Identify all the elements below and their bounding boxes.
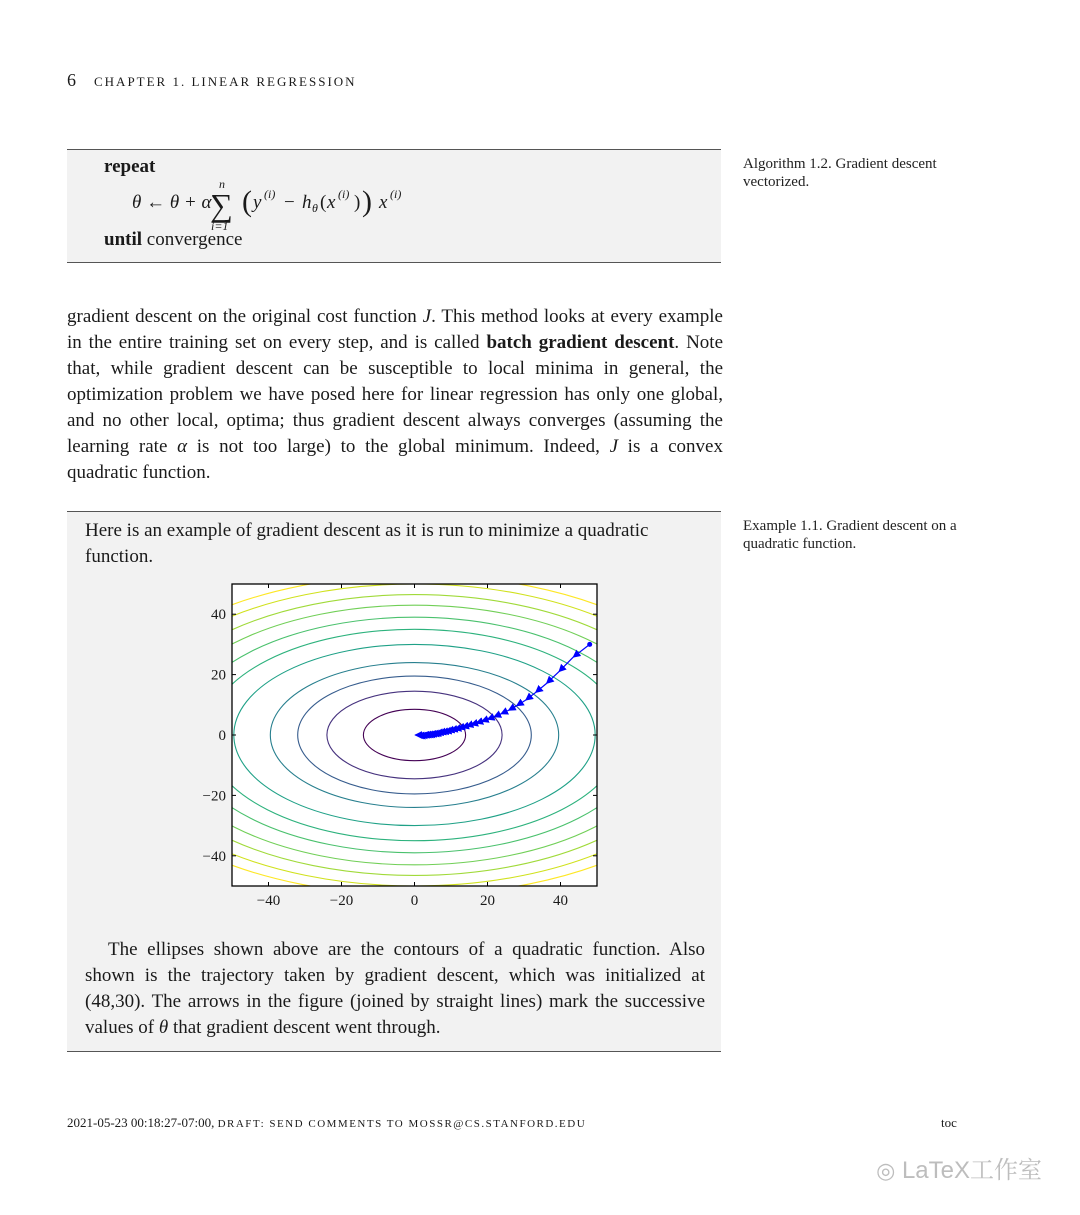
svg-text:x: x <box>327 192 336 213</box>
toc-link[interactable]: toc <box>941 1115 957 1130</box>
footer-timestamp: 2021-05-23 00:18:27-07:00, <box>67 1115 218 1130</box>
trajectory-step-22 <box>439 733 442 734</box>
body-text-4: is not too large) to the global minimum. Indeed, <box>187 436 610 457</box>
x-tick-label: −20 <box>329 893 354 909</box>
footer-left <box>67 1115 586 1131</box>
chapter-title: CHAPTER 1. LINEAR REGRESSION <box>94 74 357 89</box>
body-text-5: is a convex quadratic function. <box>67 436 723 483</box>
example-outro <box>85 937 705 1041</box>
svg-text:θ: θ <box>312 201 318 215</box>
math-J: J <box>422 306 432 327</box>
x-tick-label: 0 <box>410 893 419 909</box>
svg-text:i=1: i=1 <box>211 219 229 233</box>
svg-text:(i): (i) <box>338 187 350 201</box>
bold-term: batch gradient descent <box>486 332 675 353</box>
y-tick-label: 20 <box>211 667 226 684</box>
svg-text:): ) <box>362 185 372 218</box>
y-tick-label: −20 <box>202 788 226 805</box>
body-text-3: . Note that, while gradient descent can be susceptible to local minima in general, the optimization problem we have posed here for linear regression has only one global, and no other local, optima; thus gradient descent always converges (assuming the learning rate <box>67 332 723 457</box>
trajectory-step-23 <box>436 733 439 734</box>
watermark-text: LaTeX工作室 <box>901 1157 1042 1184</box>
body-text-2: . This method looks at every example in the entire training set on every step, and is called <box>67 306 723 353</box>
repeat-keyword: repeat <box>104 156 156 177</box>
example-box <box>67 511 721 1052</box>
contour-chart <box>197 582 607 912</box>
svg-text:): ) <box>354 192 361 213</box>
svg-text:n: n <box>219 177 225 191</box>
svg-text:(i): (i) <box>264 187 276 201</box>
svg-text:(i): (i) <box>390 187 402 201</box>
x-tick-label: −40 <box>256 893 281 909</box>
svg-text:θ ← θ + α: θ ← θ + α <box>132 192 212 213</box>
wechat-icon: ◎ <box>876 1158 896 1183</box>
svg-text:∑: ∑ <box>210 187 233 223</box>
svg-text:x: x <box>379 192 388 213</box>
y-tick-label: 0 <box>218 728 226 744</box>
example-caption: Example 1.1. Gradient descent on a quadratic function. <box>743 518 957 552</box>
x-tick-label: 40 <box>553 893 568 909</box>
y-tick-label: 40 <box>211 607 226 624</box>
svg-text:−: − <box>284 192 295 213</box>
footer-draft-note: DRAFT: SEND COMMENTS TO MOSSR@CS.STANFORD.EDU <box>217 1118 587 1130</box>
math-alpha: α <box>177 436 188 457</box>
trajectory-step-21 <box>442 732 445 733</box>
body-paragraph <box>67 304 723 486</box>
math-theta: θ <box>158 1017 169 1038</box>
trajectory-step-20 <box>444 731 447 732</box>
page-number: 6 <box>67 70 76 90</box>
svg-text:(: ( <box>242 185 252 218</box>
example-intro: Here is an example of gradient descent as it is run to minimize a quadratic function. <box>85 520 649 567</box>
svg-text:y: y <box>253 192 262 213</box>
y-tick-label: −40 <box>202 848 226 865</box>
running-header <box>67 70 357 91</box>
algorithm-box <box>67 149 721 263</box>
svg-text:(: ( <box>320 192 327 213</box>
until-keyword: until <box>104 229 143 250</box>
until-line <box>104 229 242 251</box>
x-tick-label: 20 <box>480 893 495 909</box>
math-J-2: J <box>609 436 618 457</box>
convergence-text: convergence <box>146 229 243 250</box>
update-equation <box>127 176 427 234</box>
watermark <box>876 1150 1042 1185</box>
outro-text-1: The ellipses shown above are the contours of a quadratic function. Also shown is the trajectory taken by gradient descent, which was initialized at (48,30). The arrows in the figure (joined by straight lines) mark the successive values of <box>85 939 705 1038</box>
svg-text:h: h <box>302 192 312 213</box>
algorithm-caption: Algorithm 1.2. Gradient descent vectorized. <box>743 156 937 190</box>
outro-text-2: that gradient descent went through. <box>168 1017 441 1038</box>
body-text-1: gradient descent on the original cost function <box>67 306 423 327</box>
trajectory-start-point <box>587 642 592 647</box>
